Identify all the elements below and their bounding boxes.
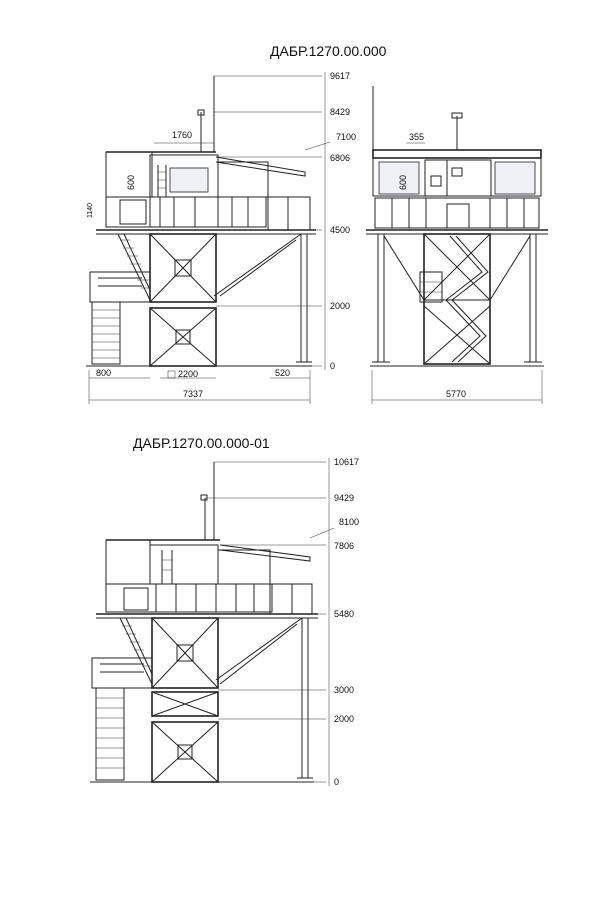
dim-total-width: 5770 — [446, 389, 467, 399]
elev-label-1: 9617 — [330, 71, 351, 81]
dim-total-length: 7337 — [183, 389, 204, 399]
dim-stair-width: 800 — [96, 368, 112, 378]
elev-01-label-5: 5480 — [334, 609, 355, 619]
dim-column-base: 2200 — [178, 369, 199, 379]
dim-column-offset: 520 — [275, 368, 291, 378]
elev-label-5: 4500 — [330, 225, 351, 235]
dim-cabin-height-front: 600 — [398, 174, 408, 190]
elev-label-2: 8429 — [330, 107, 351, 117]
dim-rail-height: 1140 — [87, 202, 94, 218]
elev-01-label-4: 7806 — [334, 541, 355, 551]
dim-hatch-width: 355 — [409, 132, 425, 142]
dim-cabin-width: 1760 — [172, 130, 193, 140]
side-elevation-01-view — [90, 458, 334, 786]
elev-label-7: 0 — [330, 361, 336, 371]
drawing-title-1: ДАБР.1270.00.000 — [270, 43, 387, 59]
elev-01-label-7: 2000 — [334, 714, 355, 724]
elev-label-4: 6806 — [330, 153, 351, 163]
dim-cabin-height: 600 — [126, 174, 136, 190]
elev-01-label-2: 9429 — [334, 493, 355, 503]
elev-01-label-1: 10617 — [334, 457, 360, 467]
elev-01-label-8: 0 — [334, 777, 340, 787]
drawing-title-2: ДАБР.1270.00.000-01 — [133, 435, 270, 451]
elev-01-label-3: 8100 — [339, 517, 360, 527]
elev-label-3: 7100 — [336, 132, 357, 142]
side-elevation-view — [86, 72, 330, 404]
front-elevation-view — [366, 86, 548, 404]
elev-01-label-6: 3000 — [334, 685, 355, 695]
elev-label-6: 2000 — [330, 301, 351, 311]
